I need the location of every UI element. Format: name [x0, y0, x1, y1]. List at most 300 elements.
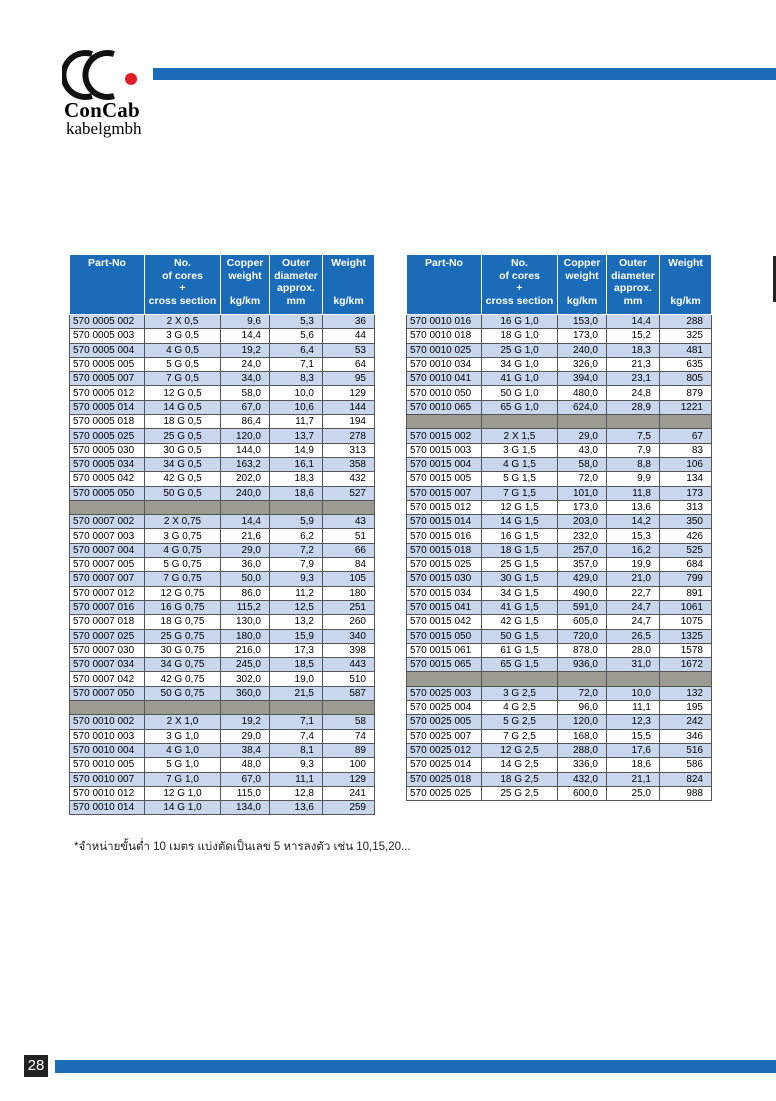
cell-weight: 89: [323, 743, 375, 757]
cell-cores: 50 G 0,5: [145, 486, 221, 500]
cell-copper-weight: 72,0: [558, 686, 607, 700]
cell-weight: 1075: [660, 615, 712, 629]
cell-weight: 36: [323, 315, 375, 329]
cell-outer-diameter: 13,6: [270, 801, 323, 815]
minimum-order-note: *จำหน่ายขั้นต่ำ 10 เมตร แบ่งตัดเป็นเลข 5 หารลงตัว เช่น 10,15,20...: [74, 841, 411, 853]
cell-cores: 25 G 2,5: [482, 786, 558, 800]
cell-weight: 325: [660, 329, 712, 343]
cell-copper-weight: 43,0: [558, 443, 607, 457]
cell-part-no: 570 0007 004: [70, 543, 145, 557]
cell-part-no: 570 0007 030: [70, 643, 145, 657]
cell-part-no: 570 0015 018: [407, 543, 482, 557]
cell-copper-weight: 432,0: [558, 772, 607, 786]
cell-weight: 1061: [660, 600, 712, 614]
cell-cores: 42 G 1,5: [482, 615, 558, 629]
cell-weight: 525: [660, 543, 712, 557]
cell-cores: 14 G 2,5: [482, 758, 558, 772]
header-outer-diameter: Outer diameter approx. mm: [270, 255, 323, 315]
table-row: [70, 686, 375, 700]
cell-weight: 132: [660, 686, 712, 700]
separator-cell: [607, 415, 660, 429]
table-row: [70, 400, 375, 414]
table-row: [70, 472, 375, 486]
table-header-row: [70, 255, 375, 315]
cell-outer-diameter: 24,7: [607, 600, 660, 614]
table-row: [70, 443, 375, 457]
cell-cores: 4 G 0,75: [145, 543, 221, 557]
cell-weight: 259: [323, 801, 375, 815]
separator-cell: [270, 701, 323, 715]
cell-weight: 510: [323, 672, 375, 686]
table-row: [70, 572, 375, 586]
cell-weight: 53: [323, 343, 375, 357]
cell-part-no: 570 0010 005: [70, 758, 145, 772]
cell-copper-weight: 67,0: [221, 400, 270, 414]
cell-copper-weight: 19,2: [221, 343, 270, 357]
page-number: 28: [24, 1055, 48, 1077]
cell-copper-weight: 180,0: [221, 629, 270, 643]
cell-copper-weight: 173,0: [558, 500, 607, 514]
group-separator-row: [70, 701, 375, 715]
cell-copper-weight: 326,0: [558, 357, 607, 371]
cell-copper-weight: 21,6: [221, 529, 270, 543]
table-row: [407, 343, 712, 357]
cell-cores: 2 X 1,0: [145, 715, 221, 729]
table-header-row: [407, 255, 712, 315]
cell-part-no: 570 0005 025: [70, 429, 145, 443]
header-part-no: Part-No: [407, 255, 482, 315]
table-row: [407, 500, 712, 514]
table-row: [407, 529, 712, 543]
cell-outer-diameter: 15,5: [607, 729, 660, 743]
cell-outer-diameter: 5,9: [270, 515, 323, 529]
cell-outer-diameter: 12,3: [607, 715, 660, 729]
cell-outer-diameter: 7,1: [270, 715, 323, 729]
table-row: [407, 443, 712, 457]
cell-weight: 64: [323, 357, 375, 371]
table-row: [407, 558, 712, 572]
cell-cores: 30 G 0,75: [145, 643, 221, 657]
cell-outer-diameter: 18,5: [270, 658, 323, 672]
cell-part-no: 570 0010 007: [70, 772, 145, 786]
cell-weight: 350: [660, 515, 712, 529]
cell-weight: 824: [660, 772, 712, 786]
cell-part-no: 570 0025 018: [407, 772, 482, 786]
cell-cores: 3 G 0,75: [145, 529, 221, 543]
cell-copper-weight: 144,0: [221, 443, 270, 457]
cell-copper-weight: 67,0: [221, 772, 270, 786]
cell-copper-weight: 58,0: [221, 386, 270, 400]
cell-part-no: 570 0015 050: [407, 629, 482, 643]
cell-outer-diameter: 6,4: [270, 343, 323, 357]
table-row: [407, 600, 712, 614]
cell-weight: 1221: [660, 400, 712, 414]
table-row: [407, 643, 712, 657]
cell-cores: 5 G 1,5: [482, 472, 558, 486]
separator-cell: [660, 672, 712, 686]
brand-name: ConCab: [64, 98, 140, 122]
cell-weight: 398: [323, 643, 375, 657]
cell-copper-weight: 58,0: [558, 457, 607, 471]
cell-outer-diameter: 14,9: [270, 443, 323, 457]
cell-copper-weight: 86,0: [221, 586, 270, 600]
cell-part-no: 570 0005 004: [70, 343, 145, 357]
cell-cores: 41 G 1,0: [482, 372, 558, 386]
cell-part-no: 570 0025 012: [407, 743, 482, 757]
cell-copper-weight: 173,0: [558, 329, 607, 343]
table-row: [407, 472, 712, 486]
cell-cores: 14 G 1,5: [482, 515, 558, 529]
cell-part-no: 570 0007 003: [70, 529, 145, 543]
cell-part-no: 570 0015 030: [407, 572, 482, 586]
cell-part-no: 570 0025 003: [407, 686, 482, 700]
cell-outer-diameter: 14,4: [607, 315, 660, 329]
cell-copper-weight: 490,0: [558, 586, 607, 600]
cell-outer-diameter: 13,7: [270, 429, 323, 443]
cell-cores: 25 G 0,5: [145, 429, 221, 443]
cell-part-no: 570 0005 003: [70, 329, 145, 343]
cell-weight: 481: [660, 343, 712, 357]
cell-copper-weight: 357,0: [558, 558, 607, 572]
cell-outer-diameter: 17,6: [607, 743, 660, 757]
cell-cores: 3 G 1,0: [145, 729, 221, 743]
cell-cores: 12 G 0,75: [145, 586, 221, 600]
cell-cores: 3 G 1,5: [482, 443, 558, 457]
cell-outer-diameter: 21,5: [270, 686, 323, 700]
cell-weight: 51: [323, 529, 375, 543]
separator-cell: [70, 701, 145, 715]
cell-outer-diameter: 12,8: [270, 786, 323, 800]
separator-cell: [607, 672, 660, 686]
cell-part-no: 570 0005 018: [70, 415, 145, 429]
cell-outer-diameter: 21,3: [607, 357, 660, 371]
cell-outer-diameter: 11,1: [607, 701, 660, 715]
cell-outer-diameter: 21,1: [607, 772, 660, 786]
cell-outer-diameter: 13,2: [270, 615, 323, 629]
cell-weight: 313: [660, 500, 712, 514]
cell-cores: 4 G 2,5: [482, 701, 558, 715]
cell-outer-diameter: 8,8: [607, 457, 660, 471]
cell-weight: 635: [660, 357, 712, 371]
cell-cores: 42 G 0,75: [145, 672, 221, 686]
cell-weight: 1325: [660, 629, 712, 643]
cell-copper-weight: 202,0: [221, 472, 270, 486]
separator-cell: [221, 500, 270, 514]
cell-part-no: 570 0015 065: [407, 658, 482, 672]
cell-outer-diameter: 7,1: [270, 357, 323, 371]
cell-copper-weight: 134,0: [221, 801, 270, 815]
cell-part-no: 570 0007 007: [70, 572, 145, 586]
header-copper-weight: Copper weight kg/km: [558, 255, 607, 315]
cell-cores: 25 G 1,0: [482, 343, 558, 357]
cell-weight: 129: [323, 386, 375, 400]
group-separator-row: [407, 415, 712, 429]
cell-outer-diameter: 28,9: [607, 400, 660, 414]
cell-cores: 3 G 2,5: [482, 686, 558, 700]
cell-weight: 358: [323, 457, 375, 471]
cell-cores: 50 G 1,0: [482, 386, 558, 400]
cell-cores: 3 G 0,5: [145, 329, 221, 343]
cell-part-no: 570 0005 007: [70, 372, 145, 386]
cell-part-no: 570 0010 002: [70, 715, 145, 729]
table-row: [407, 586, 712, 600]
cell-weight: 443: [323, 658, 375, 672]
cell-copper-weight: 600,0: [558, 786, 607, 800]
cell-part-no: 570 0007 034: [70, 658, 145, 672]
cell-copper-weight: 624,0: [558, 400, 607, 414]
cell-copper-weight: 48,0: [221, 758, 270, 772]
cell-part-no: 570 0015 041: [407, 600, 482, 614]
cell-weight: 134: [660, 472, 712, 486]
cell-outer-diameter: 9,9: [607, 472, 660, 486]
cell-part-no: 570 0015 012: [407, 500, 482, 514]
cell-cores: 18 G 0,5: [145, 415, 221, 429]
cell-cores: 34 G 0,75: [145, 658, 221, 672]
cell-outer-diameter: 7,2: [270, 543, 323, 557]
table-row: [70, 457, 375, 471]
cell-part-no: 570 0005 012: [70, 386, 145, 400]
cell-part-no: 570 0015 042: [407, 615, 482, 629]
cell-outer-diameter: 14,2: [607, 515, 660, 529]
cell-outer-diameter: 31,0: [607, 658, 660, 672]
cell-copper-weight: 232,0: [558, 529, 607, 543]
separator-cell: [482, 415, 558, 429]
cell-weight: 242: [660, 715, 712, 729]
cell-copper-weight: 101,0: [558, 486, 607, 500]
cell-part-no: 570 0025 025: [407, 786, 482, 800]
table-row: [407, 357, 712, 371]
separator-cell: [221, 701, 270, 715]
cell-weight: 891: [660, 586, 712, 600]
cell-part-no: 570 0005 005: [70, 357, 145, 371]
cell-outer-diameter: 24,7: [607, 615, 660, 629]
cell-copper-weight: 720,0: [558, 629, 607, 643]
cell-copper-weight: 429,0: [558, 572, 607, 586]
cell-copper-weight: 14,4: [221, 329, 270, 343]
cell-weight: 106: [660, 457, 712, 471]
cell-weight: 67: [660, 429, 712, 443]
cell-weight: 95: [323, 372, 375, 386]
table-row: [70, 629, 375, 643]
header-cores: No. of cores + cross section: [482, 255, 558, 315]
cell-cores: 12 G 1,0: [145, 786, 221, 800]
cell-weight: 83: [660, 443, 712, 457]
cell-outer-diameter: 7,9: [607, 443, 660, 457]
cell-copper-weight: 878,0: [558, 643, 607, 657]
table-row: [70, 558, 375, 572]
cell-part-no: 570 0015 014: [407, 515, 482, 529]
header-cores: No. of cores + cross section: [145, 255, 221, 315]
cell-part-no: 570 0015 034: [407, 586, 482, 600]
cell-outer-diameter: 25,0: [607, 786, 660, 800]
cell-outer-diameter: 10,0: [607, 686, 660, 700]
table-row: [407, 701, 712, 715]
cell-copper-weight: 605,0: [558, 615, 607, 629]
cell-outer-diameter: 18,3: [607, 343, 660, 357]
cell-weight: 879: [660, 386, 712, 400]
table-row: [70, 729, 375, 743]
cell-part-no: 570 0007 018: [70, 615, 145, 629]
cell-copper-weight: 29,0: [221, 729, 270, 743]
cell-weight: 195: [660, 701, 712, 715]
cell-copper-weight: 115,2: [221, 600, 270, 614]
cell-part-no: 570 0025 004: [407, 701, 482, 715]
cell-cores: 34 G 1,5: [482, 586, 558, 600]
table-row: [407, 372, 712, 386]
table-row: [70, 758, 375, 772]
cell-cores: 14 G 1,0: [145, 801, 221, 815]
cell-outer-diameter: 22,7: [607, 586, 660, 600]
separator-cell: [70, 500, 145, 514]
cell-outer-diameter: 6,2: [270, 529, 323, 543]
table-row: [70, 543, 375, 557]
cell-outer-diameter: 7,4: [270, 729, 323, 743]
cell-weight: 74: [323, 729, 375, 743]
cell-copper-weight: 936,0: [558, 658, 607, 672]
cell-outer-diameter: 11,1: [270, 772, 323, 786]
cell-weight: 43: [323, 515, 375, 529]
table-row: [70, 329, 375, 343]
cell-part-no: 570 0007 042: [70, 672, 145, 686]
separator-cell: [270, 500, 323, 514]
cell-cores: 5 G 1,0: [145, 758, 221, 772]
cell-copper-weight: 86,4: [221, 415, 270, 429]
cell-weight: 251: [323, 600, 375, 614]
table-row: [407, 615, 712, 629]
cell-copper-weight: 50,0: [221, 572, 270, 586]
table-row: [407, 786, 712, 800]
separator-cell: [558, 415, 607, 429]
table-row: [70, 615, 375, 629]
cell-cores: 2 X 0,75: [145, 515, 221, 529]
cell-cores: 50 G 1,5: [482, 629, 558, 643]
cell-cores: 2 X 1,5: [482, 429, 558, 443]
cell-cores: 18 G 2,5: [482, 772, 558, 786]
cell-copper-weight: 336,0: [558, 758, 607, 772]
cell-part-no: 570 0010 041: [407, 372, 482, 386]
cell-copper-weight: 240,0: [558, 343, 607, 357]
cell-part-no: 570 0007 050: [70, 686, 145, 700]
cell-outer-diameter: 11,8: [607, 486, 660, 500]
cell-copper-weight: 130,0: [221, 615, 270, 629]
cell-cores: 7 G 2,5: [482, 729, 558, 743]
cell-weight: 100: [323, 758, 375, 772]
header-outer-diameter: Outer diameter approx. mm: [607, 255, 660, 315]
cell-weight: 260: [323, 615, 375, 629]
cell-cores: 12 G 2,5: [482, 743, 558, 757]
cell-part-no: 570 0007 016: [70, 600, 145, 614]
cell-part-no: 570 0015 025: [407, 558, 482, 572]
cell-cores: 5 G 2,5: [482, 715, 558, 729]
cell-copper-weight: 203,0: [558, 515, 607, 529]
cell-part-no: 570 0010 065: [407, 400, 482, 414]
table-row: [407, 457, 712, 471]
table-row: [70, 429, 375, 443]
cell-cores: 25 G 0,75: [145, 629, 221, 643]
cell-outer-diameter: 26,5: [607, 629, 660, 643]
cell-cores: 41 G 1,5: [482, 600, 558, 614]
table-row: [407, 543, 712, 557]
cell-cores: 42 G 0,5: [145, 472, 221, 486]
cell-part-no: 570 0010 004: [70, 743, 145, 757]
cell-weight: 288: [660, 315, 712, 329]
cell-part-no: 570 0007 025: [70, 629, 145, 643]
table-row: [407, 400, 712, 414]
cell-part-no: 570 0005 050: [70, 486, 145, 500]
separator-cell: [482, 672, 558, 686]
cell-outer-diameter: 18,6: [607, 758, 660, 772]
cell-copper-weight: 591,0: [558, 600, 607, 614]
table-row: [70, 486, 375, 500]
cell-cores: 5 G 0,5: [145, 357, 221, 371]
table-row: [70, 372, 375, 386]
table-row: [70, 529, 375, 543]
cell-weight: 340: [323, 629, 375, 643]
cell-weight: 586: [660, 758, 712, 772]
cell-copper-weight: 394,0: [558, 372, 607, 386]
footer-bar: [55, 1060, 776, 1073]
header-copper-weight: Copper weight kg/km: [221, 255, 270, 315]
table-row: [70, 415, 375, 429]
cell-weight: 84: [323, 558, 375, 572]
table-row: [70, 343, 375, 357]
brand-subtitle: kabelgmbh: [66, 119, 142, 138]
cell-part-no: 570 0025 007: [407, 729, 482, 743]
cell-part-no: 570 0015 016: [407, 529, 482, 543]
cell-cores: 4 G 1,0: [145, 743, 221, 757]
cell-cores: 7 G 0,75: [145, 572, 221, 586]
table-row: [70, 786, 375, 800]
cell-outer-diameter: 5,6: [270, 329, 323, 343]
cell-weight: 66: [323, 543, 375, 557]
cell-weight: 58: [323, 715, 375, 729]
cell-copper-weight: 34,0: [221, 372, 270, 386]
table-row: [70, 801, 375, 815]
cell-weight: 346: [660, 729, 712, 743]
table-row: [407, 629, 712, 643]
cell-cores: 50 G 0,75: [145, 686, 221, 700]
cell-copper-weight: 257,0: [558, 543, 607, 557]
cell-outer-diameter: 9,3: [270, 758, 323, 772]
cell-copper-weight: 14,4: [221, 515, 270, 529]
separator-cell: [407, 415, 482, 429]
cell-cores: 18 G 0,75: [145, 615, 221, 629]
cell-outer-diameter: 15,9: [270, 629, 323, 643]
cell-outer-diameter: 24,8: [607, 386, 660, 400]
cell-weight: 241: [323, 786, 375, 800]
cell-outer-diameter: 17,3: [270, 643, 323, 657]
cell-weight: 988: [660, 786, 712, 800]
cell-part-no: 570 0005 030: [70, 443, 145, 457]
separator-cell: [323, 500, 375, 514]
cell-copper-weight: 29,0: [221, 543, 270, 557]
cell-part-no: 570 0005 002: [70, 315, 145, 329]
cell-outer-diameter: 21,0: [607, 572, 660, 586]
cell-copper-weight: 288,0: [558, 743, 607, 757]
table-row: [407, 729, 712, 743]
group-separator-row: [407, 672, 712, 686]
table-row: [70, 672, 375, 686]
separator-cell: [660, 415, 712, 429]
separator-cell: [145, 701, 221, 715]
cell-weight: 516: [660, 743, 712, 757]
cell-part-no: 570 0010 016: [407, 315, 482, 329]
cell-copper-weight: 24,0: [221, 357, 270, 371]
table-row: [70, 743, 375, 757]
header-bar: [153, 68, 776, 80]
cell-outer-diameter: 10,6: [270, 400, 323, 414]
table-row: [407, 715, 712, 729]
